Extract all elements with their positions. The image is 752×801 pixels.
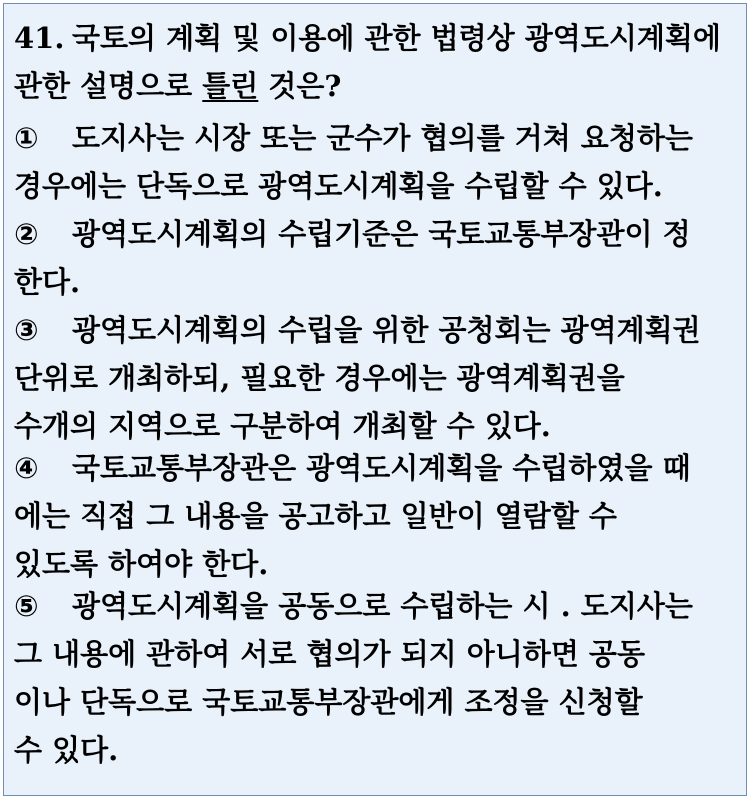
- option-5-line-2: 그 내용에 관하여 서로 협의가 되지 아니하면 공동: [14, 637, 645, 671]
- option-4-text: [14, 444, 738, 588]
- option-3-marker: ③: [14, 313, 39, 347]
- option-3-line-1: 광역도시계획의 수립을 위한 공청회는 광역계획권: [72, 313, 701, 347]
- option-3-text: [14, 306, 738, 450]
- option-3[interactable]: [14, 306, 738, 450]
- option-5-marker: ⑤: [14, 589, 39, 623]
- option-5-line-4: 수 있다.: [14, 733, 119, 767]
- option-4[interactable]: [14, 444, 738, 588]
- option-4-marker: ④: [14, 451, 39, 485]
- option-5-line-3: 이나 단독으로 국토교통부장관에게 조정을 신청할: [14, 685, 643, 719]
- option-1-line-2: 경우에는 단독으로 광역도시계획을 수립할 수 있다.: [14, 169, 663, 203]
- option-1-line-1: 도지사는 시장 또는 군수가 협의를 거쳐 요청하는: [72, 121, 693, 155]
- question-line-2: [14, 62, 738, 110]
- option-5[interactable]: [14, 582, 738, 774]
- question-card: [3, 3, 747, 796]
- question-line-2-start: 관한 설명으로: [14, 69, 203, 103]
- option-2-line-1: 광역도시계획의 수립기준은 국토교통부장관이 정: [72, 217, 691, 251]
- option-1-marker: ①: [14, 121, 39, 155]
- option-2-line-2: 한다.: [14, 265, 81, 299]
- question-line-2-end: 것은?: [258, 69, 342, 103]
- option-3-line-2: 단위로 개최하되, 필요한 경우에는 광역계획권을: [14, 361, 625, 395]
- question-stem: [14, 14, 738, 110]
- option-2-text: [14, 210, 738, 306]
- underlined-keyword: 틀린: [202, 69, 259, 103]
- option-4-line-2: 에는 직접 그 내용을 공고하고 일반이 열람할 수: [14, 499, 617, 533]
- option-5-text: [14, 582, 738, 774]
- option-2[interactable]: [14, 210, 738, 306]
- question-number: 41.: [14, 21, 65, 55]
- option-1[interactable]: [14, 114, 738, 210]
- option-4-line-1: 국토교통부장관은 광역도시계획을 수립하였을 때: [72, 451, 691, 485]
- option-3-line-3: 수개의 지역으로 구분하여 개최할 수 있다.: [14, 409, 551, 443]
- option-2-marker: ②: [14, 217, 39, 251]
- option-4-line-3: 있도록 하여야 한다.: [14, 547, 269, 581]
- option-5-line-1: 광역도시계획을 공동으로 수립하는 시 . 도지사는: [72, 589, 693, 623]
- option-1-text: [14, 114, 738, 210]
- question-line-1: 국토의 계획 및 이용에 관한 법령상 광역도시계획에: [72, 21, 721, 55]
